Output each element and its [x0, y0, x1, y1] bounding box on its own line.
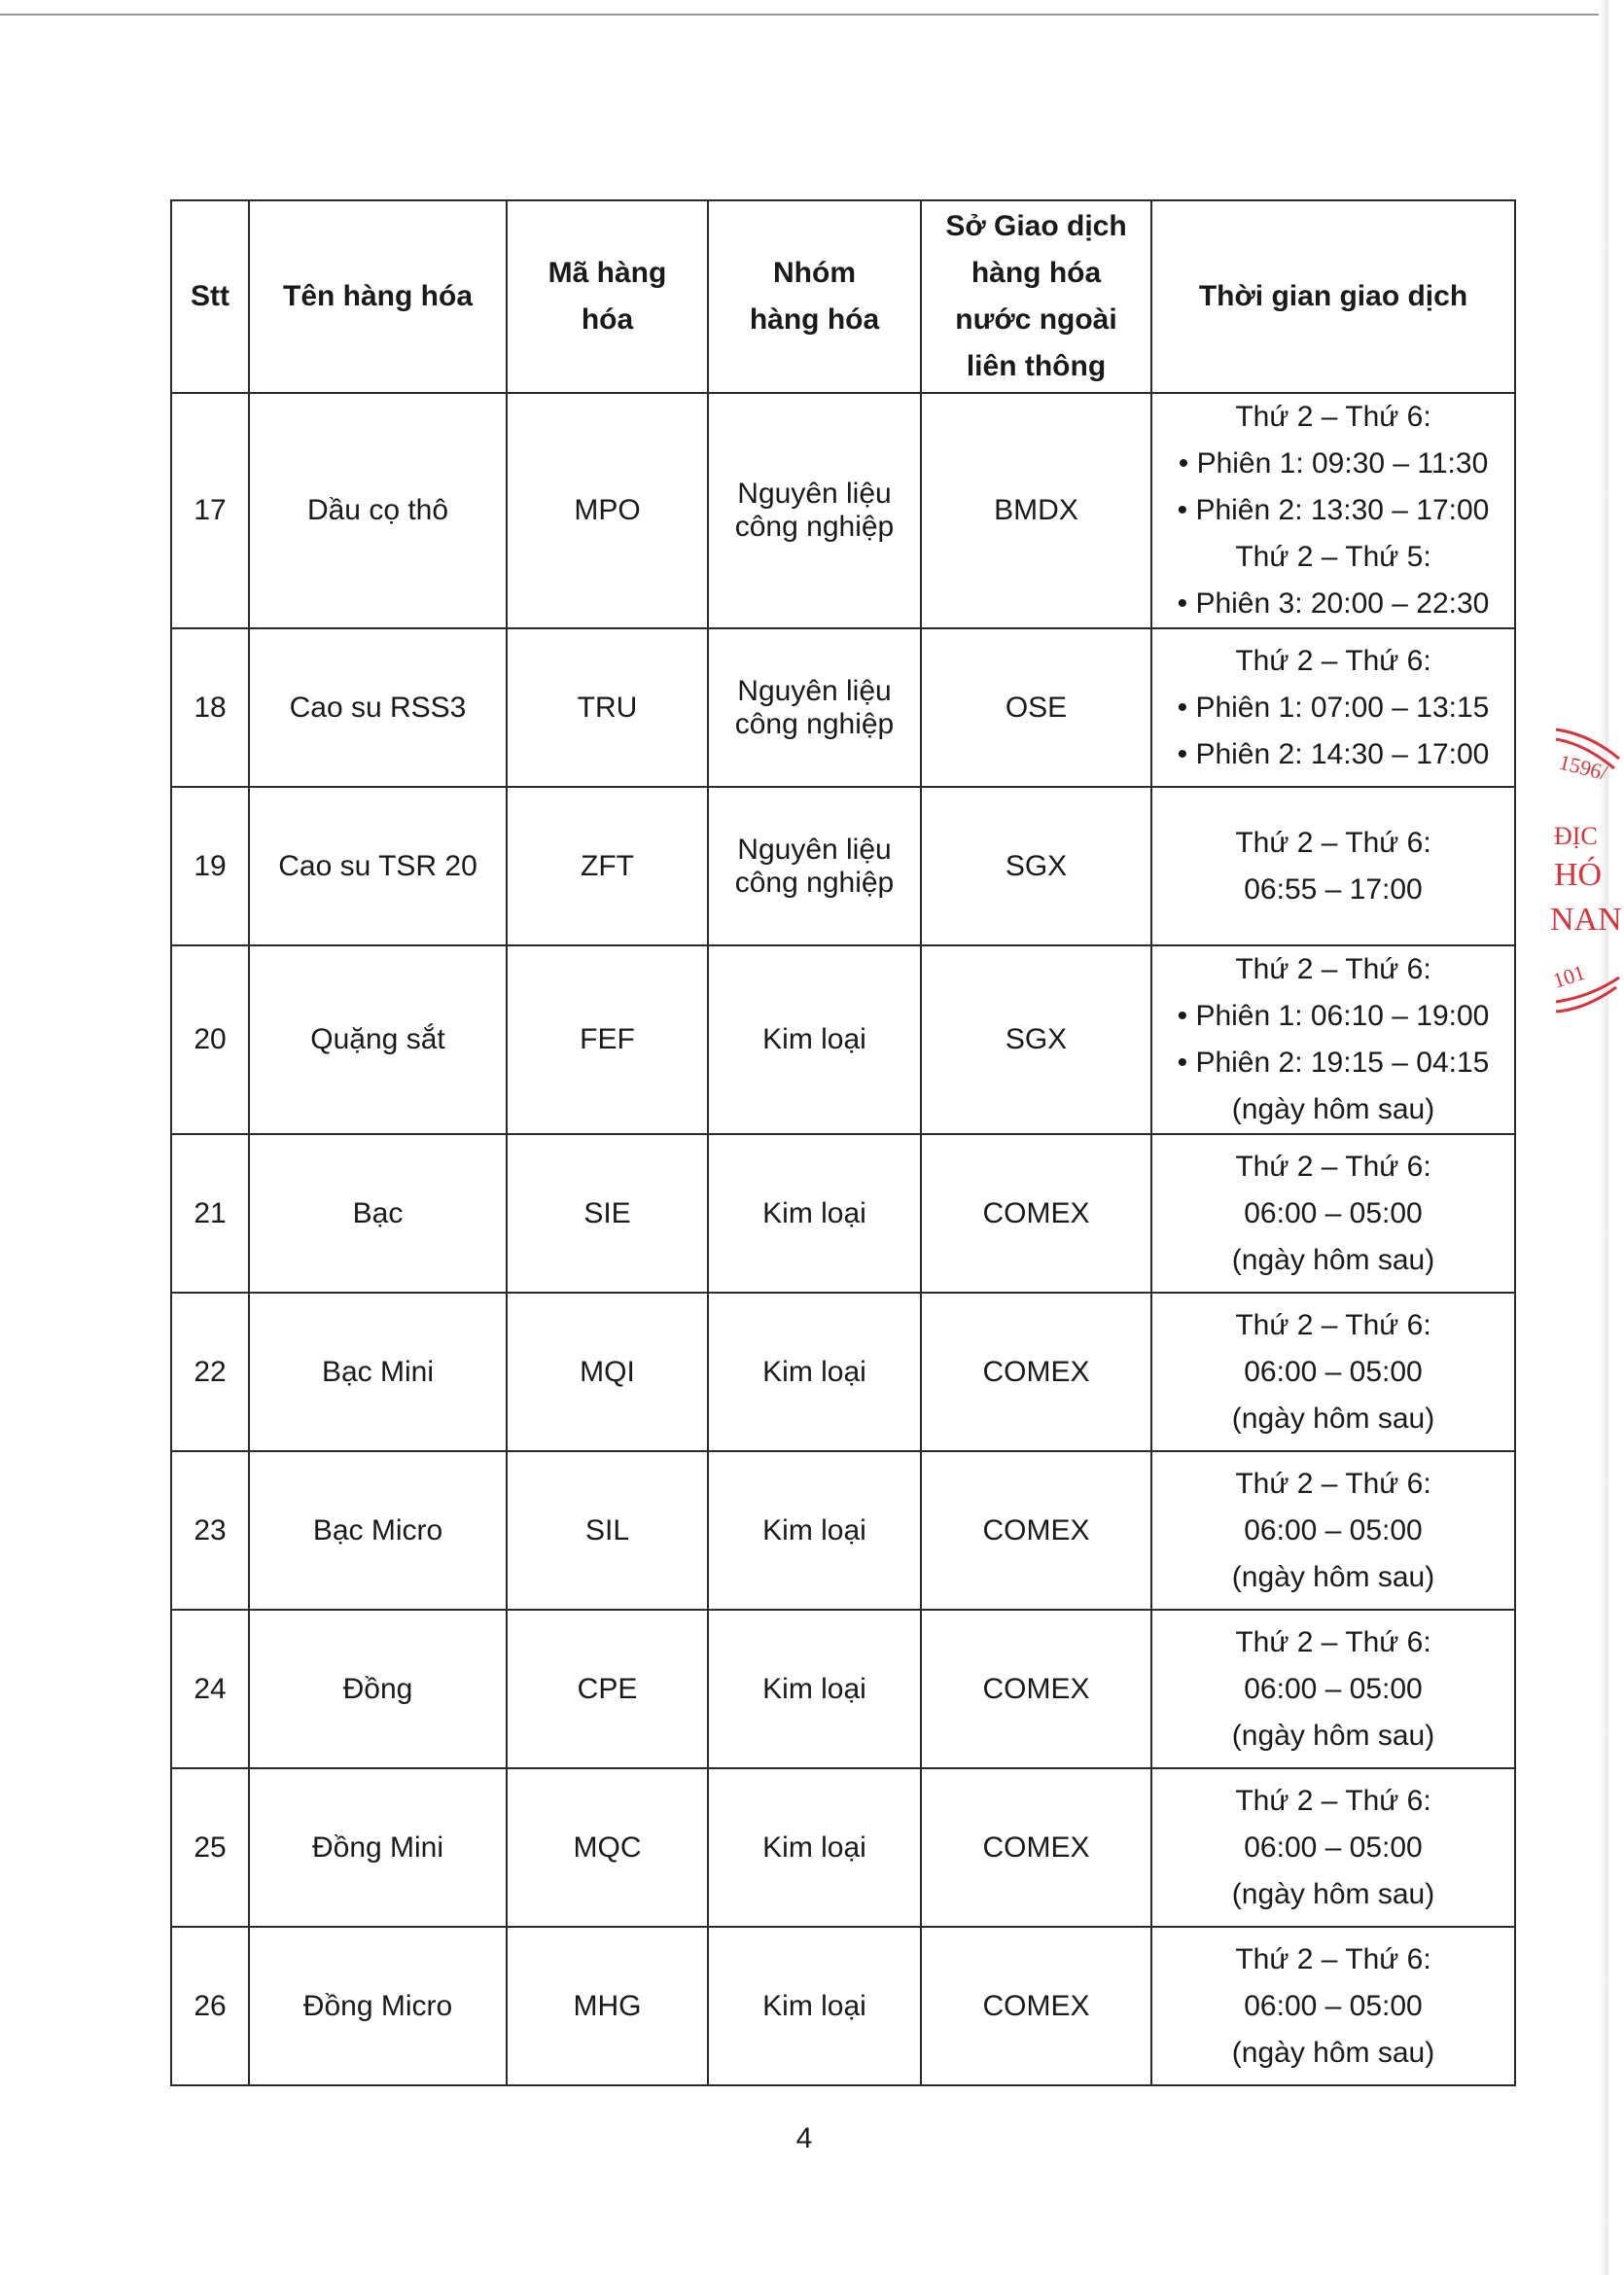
header-group: Nhóm hàng hóa [708, 200, 921, 393]
cell-group: Kim loại [708, 1768, 921, 1927]
table-row [171, 1293, 1515, 1451]
schedule-line: Thứ 2 – Thứ 6: [1235, 1625, 1431, 1658]
schedule-line: • Phiên 3: 20:00 – 22:30 [1177, 587, 1490, 620]
cell-group: Nguyên liệu công nghiệp [708, 787, 921, 945]
cell-group: Kim loại [708, 1293, 921, 1451]
cell-stt: 24 [171, 1610, 249, 1768]
cell-stt: 20 [171, 945, 249, 1134]
cell-trading-time [1151, 1451, 1515, 1610]
schedule-line: Thứ 2 – Thứ 6: [1235, 1150, 1431, 1183]
cell-exchange: COMEX [921, 1293, 1151, 1451]
cell-exchange: COMEX [921, 1768, 1151, 1927]
cell-code: MHG [507, 1927, 708, 2085]
cell-stt: 21 [171, 1134, 249, 1293]
schedule-line: • Phiên 2: 14:30 – 17:00 [1177, 737, 1490, 770]
cell-code: MQC [507, 1768, 708, 1927]
cell-trading-time [1151, 1134, 1515, 1293]
schedule-line: • Phiên 2: 13:30 – 17:00 [1177, 494, 1490, 526]
schedule-line: (ngày hôm sau) [1231, 1719, 1435, 1752]
table-row [171, 628, 1515, 787]
schedule-line: 06:00 – 05:00 [1244, 1989, 1423, 2022]
cell-stt: 23 [171, 1451, 249, 1610]
cell-trading-time [1151, 1293, 1515, 1451]
red-stamp-seal [1546, 720, 1624, 1031]
schedule-line: Thứ 2 – Thứ 6: [1235, 1467, 1431, 1500]
cell-code: SIE [507, 1134, 708, 1293]
cell-code: FEF [507, 945, 708, 1134]
cell-stt: 25 [171, 1768, 249, 1927]
cell-name: Cao su RSS3 [249, 628, 507, 787]
cell-group: Nguyên liệu công nghiệp [708, 628, 921, 787]
table-row [171, 393, 1515, 628]
schedule-line: 06:00 – 05:00 [1244, 1513, 1423, 1546]
header-code: Mã hàng hóa [507, 200, 708, 393]
cell-trading-time [1151, 393, 1515, 628]
schedule-line: Thứ 2 – Thứ 6: [1235, 826, 1431, 859]
cell-code: MPO [507, 393, 708, 628]
schedule-line: 06:00 – 05:00 [1244, 1831, 1423, 1864]
schedule-line: 06:55 – 17:00 [1244, 872, 1423, 906]
schedule-line: (ngày hôm sau) [1231, 1560, 1435, 1593]
cell-group: Kim loại [708, 1134, 921, 1293]
page-edge-shadow [1599, 0, 1608, 2275]
svg-text:NAN: NAN [1550, 902, 1622, 938]
cell-trading-time [1151, 1610, 1515, 1768]
header-exchange: Sở Giao dịch hàng hóa nước ngoài liên thông [921, 200, 1151, 393]
header-time: Thời gian giao dịch [1151, 200, 1515, 393]
cell-code: MQI [507, 1293, 708, 1451]
schedule-line: Thứ 2 – Thứ 6: [1235, 644, 1431, 677]
table-body [171, 393, 1515, 2085]
cell-group: Kim loại [708, 1927, 921, 2085]
cell-name: Bạc [249, 1134, 507, 1293]
header-stt: Stt [171, 200, 249, 393]
table-row [171, 1927, 1515, 2085]
schedule-line: Thứ 2 – Thứ 6: [1235, 401, 1431, 433]
cell-exchange: SGX [921, 787, 1151, 945]
cell-name: Cao su TSR 20 [249, 787, 507, 945]
schedule-line: • Phiên 1: 07:00 – 13:15 [1177, 691, 1490, 724]
cell-trading-time [1151, 787, 1515, 945]
schedule-line: Thứ 2 – Thứ 6: [1235, 953, 1431, 985]
cell-name: Quặng sắt [249, 945, 507, 1134]
svg-text:HÓ: HÓ [1554, 857, 1603, 893]
cell-group: Kim loại [708, 1610, 921, 1768]
cell-exchange: BMDX [921, 393, 1151, 628]
table-row [171, 1768, 1515, 1927]
svg-text:ĐỊC: ĐỊC [1554, 822, 1598, 850]
cell-name: Đồng [249, 1610, 507, 1768]
cell-code: ZFT [507, 787, 708, 945]
schedule-line: • Phiên 2: 19:15 – 04:15 [1177, 1047, 1490, 1079]
cell-exchange: COMEX [921, 1610, 1151, 1768]
cell-name: Bạc Mini [249, 1293, 507, 1451]
svg-text:101: 101 [1549, 959, 1588, 993]
schedule-line: • Phiên 1: 06:10 – 19:00 [1177, 1000, 1490, 1032]
schedule-line: (ngày hôm sau) [1231, 1402, 1435, 1435]
cell-stt: 26 [171, 1927, 249, 2085]
cell-exchange: OSE [921, 628, 1151, 787]
cell-stt: 18 [171, 628, 249, 787]
table-header [171, 200, 1515, 393]
table-row [171, 1134, 1515, 1293]
header-row [171, 200, 1515, 393]
header-name: Tên hàng hóa [249, 200, 507, 393]
schedule-line: (ngày hôm sau) [1231, 1877, 1435, 1910]
cell-trading-time [1151, 1768, 1515, 1927]
schedule-line: (ngày hôm sau) [1231, 2036, 1435, 2069]
table-row [171, 1610, 1515, 1768]
cell-name: Bạc Micro [249, 1451, 507, 1610]
schedule-line: Thứ 2 – Thứ 5: [1235, 541, 1431, 573]
cell-name: Đồng Micro [249, 1927, 507, 2085]
cell-exchange: COMEX [921, 1927, 1151, 2085]
cell-name: Dầu cọ thô [249, 393, 507, 628]
cell-code: CPE [507, 1610, 708, 1768]
cell-group: Kim loại [708, 1451, 921, 1610]
schedule-line: Thứ 2 – Thứ 6: [1235, 1942, 1431, 1975]
schedule-line: 06:00 – 05:00 [1244, 1355, 1423, 1388]
schedule-line: • Phiên 1: 09:30 – 11:30 [1178, 447, 1489, 480]
cell-stt: 17 [171, 393, 249, 628]
schedule-line: Thứ 2 – Thứ 6: [1235, 1308, 1431, 1341]
cell-exchange: SGX [921, 945, 1151, 1134]
schedule-line: 06:00 – 05:00 [1244, 1672, 1423, 1705]
cell-code: TRU [507, 628, 708, 787]
cell-trading-time [1151, 1927, 1515, 2085]
cell-exchange: COMEX [921, 1134, 1151, 1293]
cell-stt: 22 [171, 1293, 249, 1451]
schedule-line: (ngày hôm sau) [1231, 1093, 1435, 1125]
table-row [171, 1451, 1515, 1610]
cell-trading-time [1151, 945, 1515, 1134]
cell-name: Đồng Mini [249, 1768, 507, 1927]
cell-stt: 19 [171, 787, 249, 945]
svg-text:1596/: 1596/ [1556, 749, 1610, 785]
schedule-line: (ngày hôm sau) [1231, 1243, 1435, 1276]
cell-group: Kim loại [708, 945, 921, 1134]
top-scan-rule [0, 14, 1608, 16]
schedule-line: Thứ 2 – Thứ 6: [1235, 1784, 1431, 1817]
page-number: 4 [795, 2122, 813, 2154]
cell-code: SIL [507, 1451, 708, 1610]
cell-exchange: COMEX [921, 1451, 1151, 1610]
commodity-table [170, 199, 1516, 2086]
cell-trading-time [1151, 628, 1515, 787]
cell-group: Nguyên liệu công nghiệp [708, 393, 921, 628]
schedule-line: 06:00 – 05:00 [1244, 1196, 1423, 1229]
table-row [171, 787, 1515, 945]
table-row [171, 945, 1515, 1134]
